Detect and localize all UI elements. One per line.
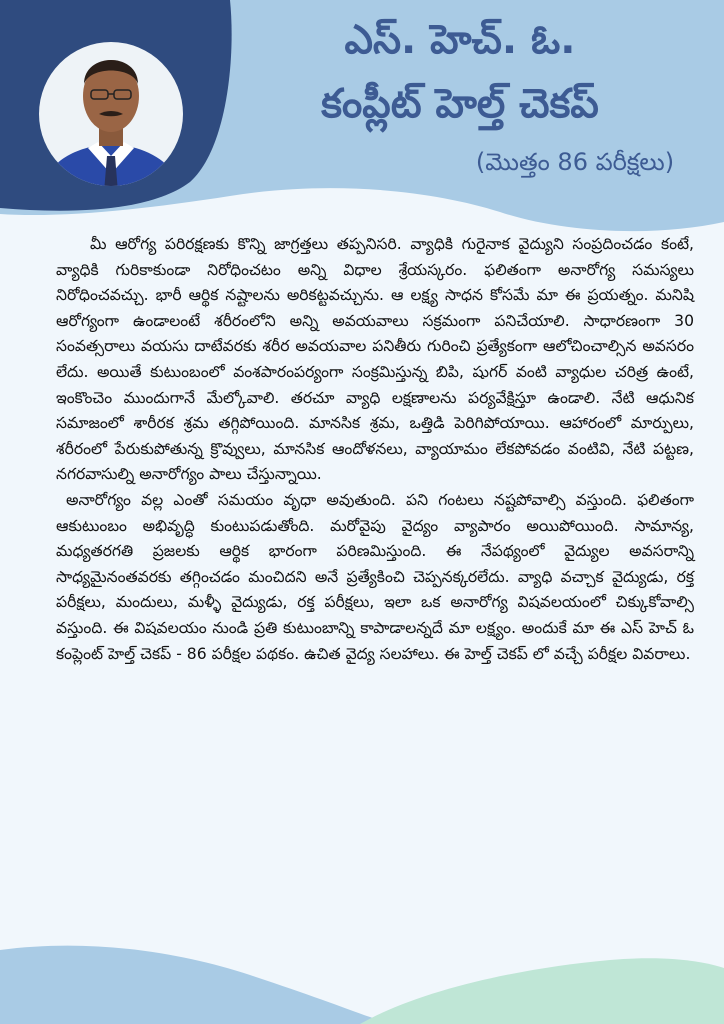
title-line-2: కంప్లీట్ హెల్త్ చెకప్ [321,81,599,127]
bottom-blue-wave [0,946,390,1024]
bottom-mint-wave [360,958,724,1024]
paragraph-2: అనారోగ్యం వల్ల ఎంతో సమయం వృధా అవుతుంది. పని గంటలు నష్టపోవాల్సి వస్తుంది. ఫలితంగా ఆకుటుంబం అభివృద్ధి కుంటుపడుతోంది. మరోవైపు వైద్యం వ్యాపారం అయిపోయింది. సామాన్య, మధ్యతరగతి ప్రజలకు ఆర్థిక భారంగా పరిణమిస్తుంది. ఈ నేపథ్యంలో వైద్యుల అవసరాన్ని సాధ్యమైనంతవరకు తగ్గించడం మంచిదని అనే ప్రత్యేకించి చెప్పనక్కరలేదు. వ్యాధి వచ్చాక వైద్యుడు, రక్త పరీక్షలు, మందులు, మళ్ళీ వైద్యుడు, రక్త పరీక్షలు, ఇలా ఒక అనారోగ్య విషవలయంలో చిక్కుకోవాల్సి వస్తుంది. ఈ విషవలయం నుండి ప్రతి కుటుంబాన్ని కాపాడాలన్నదే మా లక్ష్యం. అందుకే మా ఈ ఎస్ హెచ్ ఓ కంప్లెంట్ హెల్త్ చెకప్ - 86 పరీక్షల పథకం. ఉచిత వైద్య సలహాలు. ఈ హెల్త్ చెకప్ లో వచ్చే పరీక్షల వివరాలు. [56,490,694,663]
portrait-photo [36,22,186,192]
title-line-1: ఎస్. హెచ్. ఓ. [344,17,576,63]
subtitle: (మొత్తం 86 పరీక్షలు) [475,148,675,176]
paragraph-1: మీ ఆరోగ్య పరిరక్షణకు కొన్ని జాగ్రత్తలు తప్పనిసరి. వ్యాధికి గురైనాక వైద్యుని సంప్రదించడం కంటే, వ్యాధికి గురికాకుండా నిరోధించటం అన్ని విధాల శ్రేయస్కరం. ఫలితంగా అనారోగ్య సమస్యలు నిరోధించవచ్చు. భారీ ఆర్థిక నష్టాలను అరికట్టవచ్చును. ఆ లక్ష్య సాధన కోసమే మా ఈ ప్రయత్నం. మనిషి ఆరోగ్యంగా ఉండాలంటే శరీరంలోని అన్ని అవయవాలు సక్రమంగా పనిచేయాలి. సాధారణంగా 30 సంవత్సరాలు వయసు దాటేవరకు శరీర అవయవాల పనితీరు గురించి ప్రత్యేకంగా ఆలోచించాల్సిన అవసరం లేదు. అయితే కుటుంబంలో వంశపారంపర్యంగా సంక్రమిస్తున్న బిపి, షుగర్ వంటి వ్యాధుల చరిత్ర ఉంటే, ఇంకొంచెం ముందుగానే మేల్కోవాలి. తరచూ వ్యాధి లక్షణాలను పర్యవేక్షిస్తూ ఉండాలి. నేటి ఆధునిక సమాజంలో శారీరక శ్రమ తగ్గిపోయింది. మానసిక శ్రమ, ఒత్తిడి పెరిగిపోయాయి. ఆహారంలో మార్పులు, శరీరంలో పేరుకుపోతున్న క్రొవ్వులు, మానసిక ఆందోళనలు, వ్యాయామం లేకపోవడం వంటివి, నేటి పట్టణ, నగరవాసుల్ని అనారోగ్యం పాలు చేస్తున్నాయి. [56,235,694,484]
body-text [56,232,694,667]
